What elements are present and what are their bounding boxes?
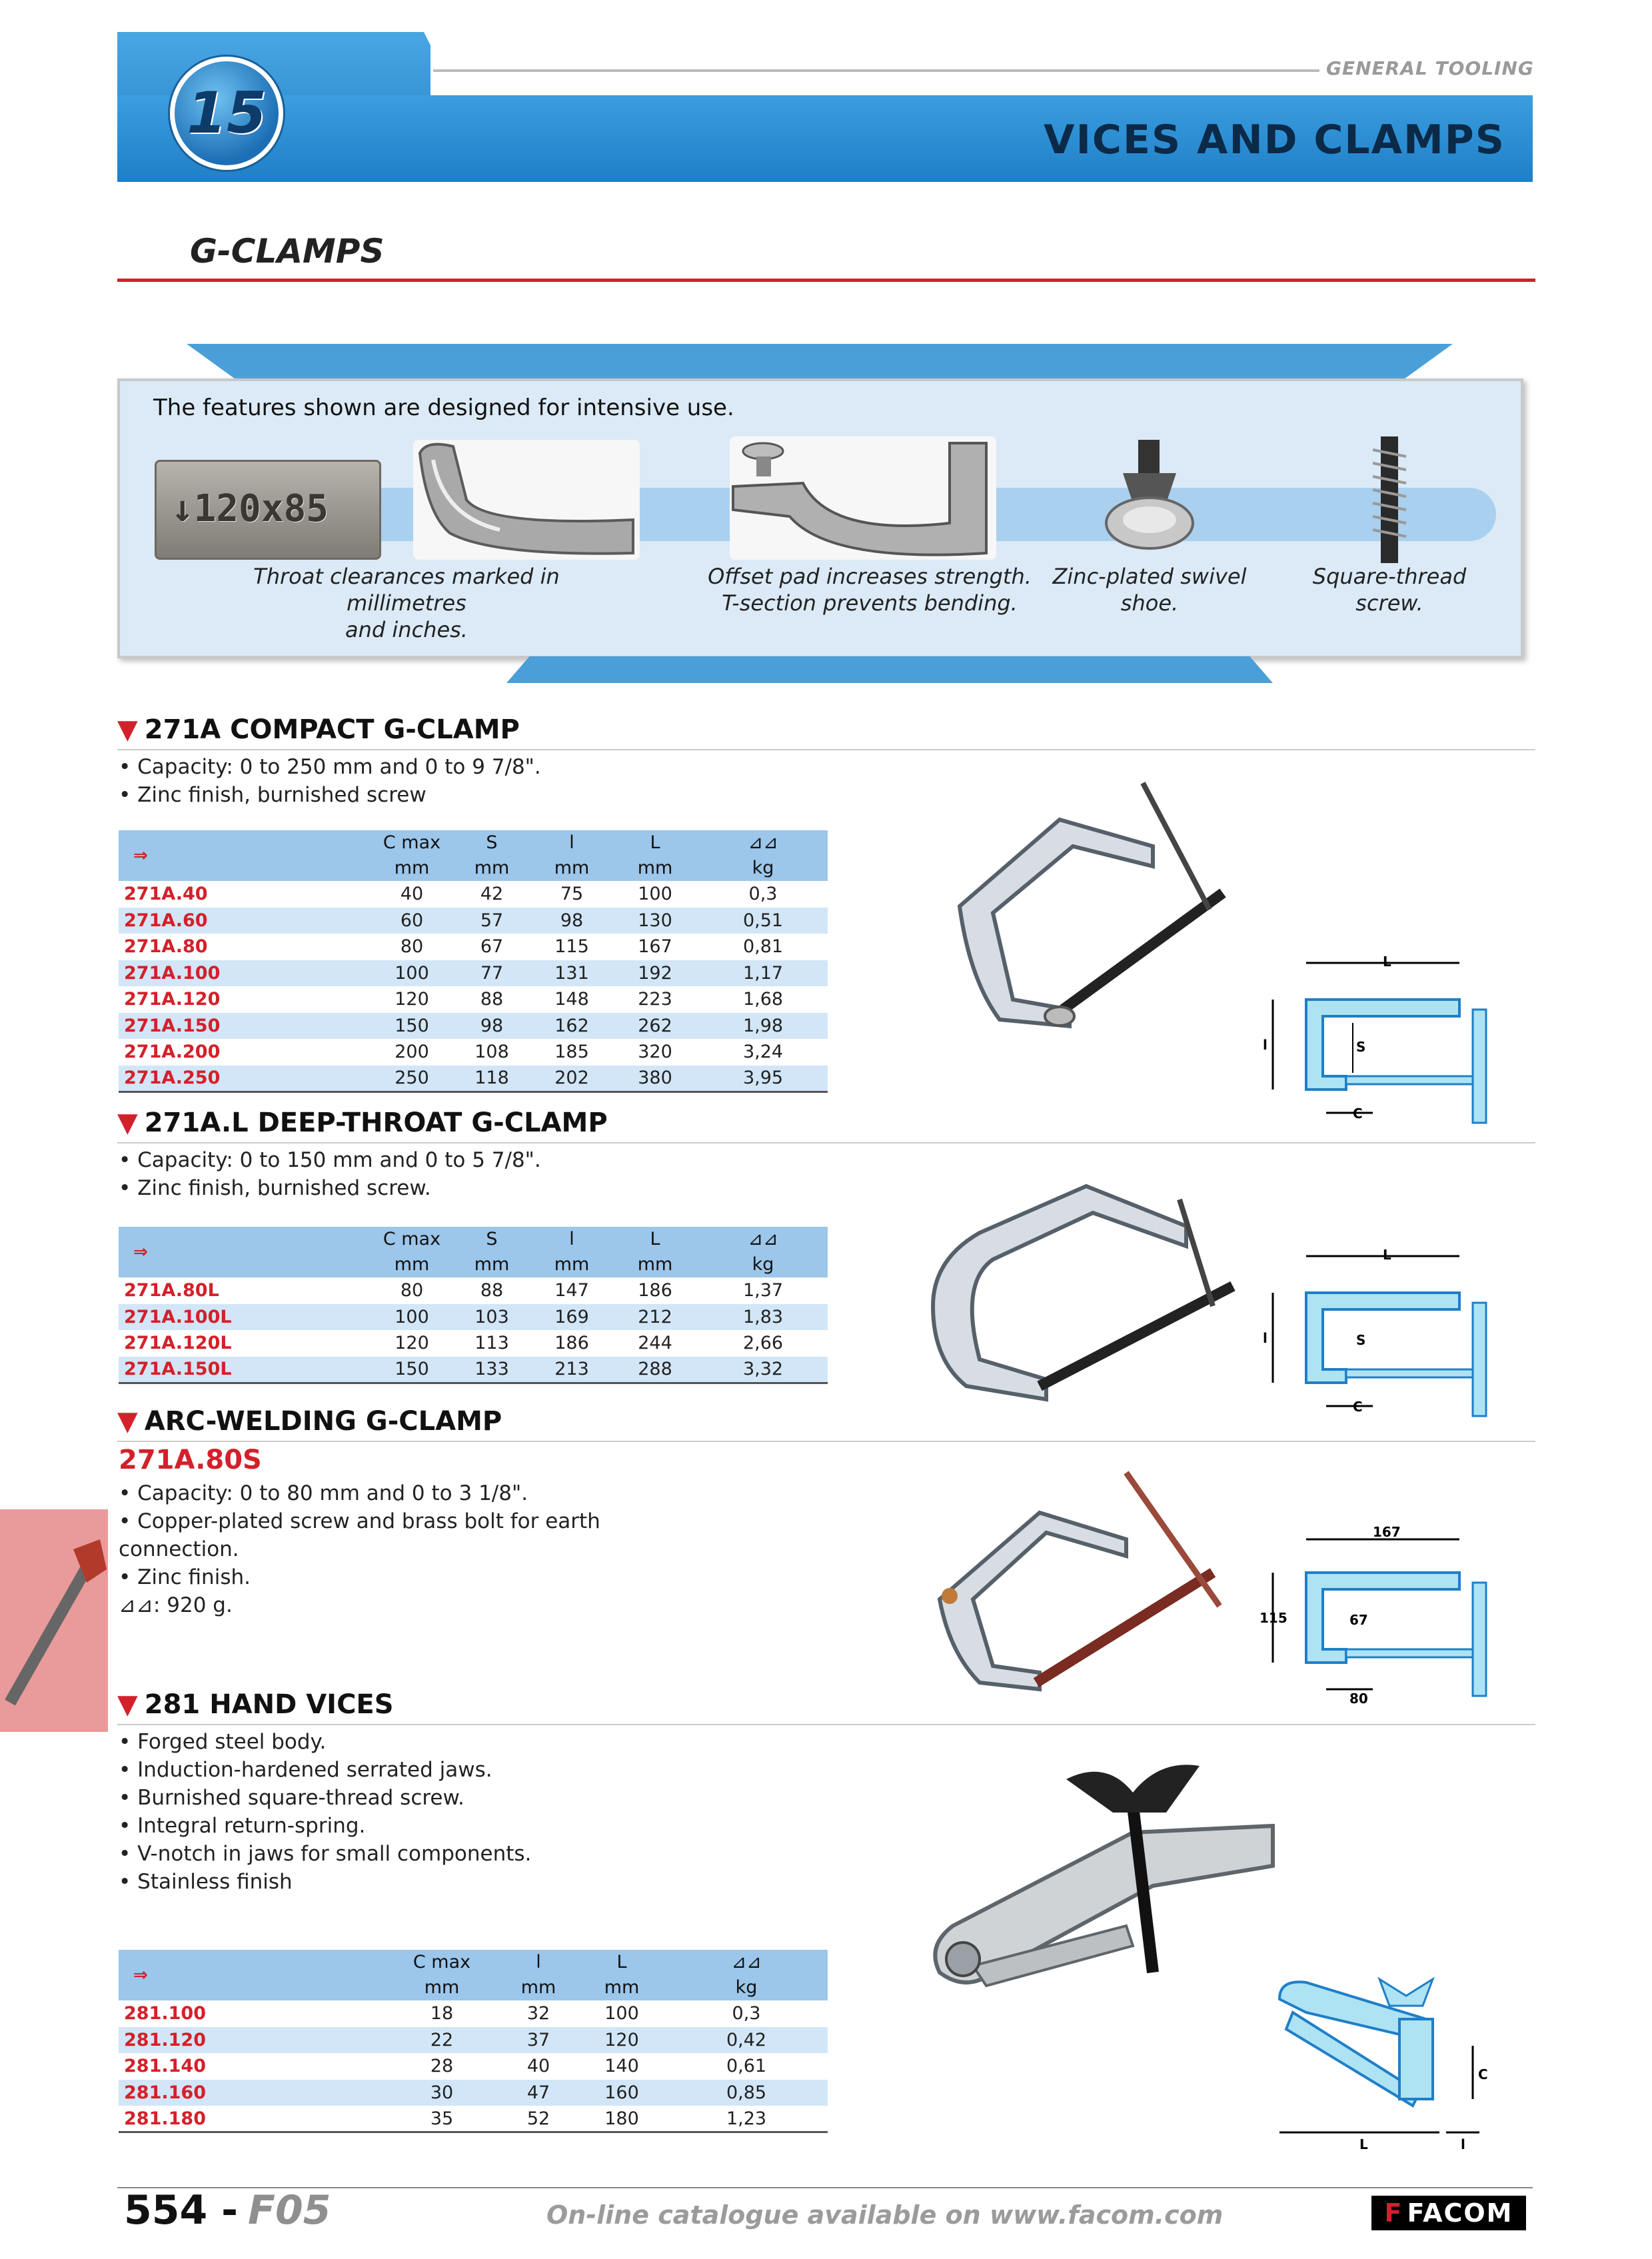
feature-caption-1-line1: Throat clearances marked in millimetres [253, 564, 560, 616]
feature-caption-4-line1: Square-thread [1312, 564, 1467, 589]
cell: 0,51 [742, 910, 784, 931]
cell: 213 [554, 1359, 589, 1379]
ref-cell: 281.160 [124, 2082, 206, 2103]
product-title: 271A.L DEEP-THROAT G-CLAMP [144, 1108, 608, 1138]
cell: 28 [430, 2056, 454, 2077]
dim-S: S [1356, 1332, 1366, 1348]
cell: 288 [638, 1359, 672, 1379]
cell: 180 [604, 2108, 639, 2129]
col-unit: mm [394, 858, 430, 878]
cell: 47 [526, 2082, 550, 2103]
dim-C: C [1478, 2066, 1488, 2082]
cell: 150 [395, 1359, 429, 1379]
bullet: connection. [119, 1537, 239, 1561]
cell: 186 [638, 1280, 672, 1301]
table-row [119, 960, 828, 987]
col-header: l [569, 1229, 574, 1249]
deep-throat-clamp-photo [920, 1173, 1253, 1426]
offset-pad-photo [730, 436, 996, 560]
table-row [119, 1357, 828, 1383]
table-header-row [119, 830, 828, 856]
cell: 320 [638, 1042, 672, 1063]
table-row [119, 2000, 828, 2027]
cell: 0,3 [748, 884, 778, 905]
cell: 133 [474, 1359, 509, 1379]
cell: 52 [526, 2108, 550, 2129]
cell: 148 [554, 989, 589, 1010]
bullet: ⊿⊿: 920 g. [119, 1593, 233, 1617]
dimension-diagram [1259, 1246, 1539, 1419]
feature-caption-4 [1299, 563, 1479, 616]
ref-cell: 271A.100 [124, 962, 221, 984]
cell: 115 [554, 936, 589, 958]
facom-logo [1371, 2196, 1526, 2230]
cell: 212 [638, 1306, 672, 1327]
triangle-bullet-icon: ▼ [117, 1689, 138, 1720]
cell: 202 [554, 1068, 589, 1088]
cell: 167 [638, 936, 672, 958]
table-row [119, 1277, 828, 1304]
features-top-band [187, 344, 1453, 380]
triangle-bullet-icon: ▼ [117, 1406, 138, 1437]
cell: 60 [400, 910, 424, 931]
col-unit: mm [520, 1977, 556, 1998]
ref-cell: 271A.150 [124, 1015, 221, 1036]
dimension-diagram [1259, 953, 1539, 1126]
product-rule [117, 1142, 1535, 1143]
col-unit: mm [394, 1254, 430, 1275]
ref-cell: 271A.80L [124, 1280, 219, 1301]
table-row [119, 2106, 828, 2132]
dim-C: C [1353, 1399, 1363, 1415]
cell: 262 [638, 1015, 672, 1036]
ref-cell: 271A.150L [124, 1359, 232, 1379]
g-clamp-photo [913, 780, 1246, 1060]
bullet: • Capacity: 0 to 80 mm and 0 to 3 1/8". [119, 1481, 528, 1505]
cell: 162 [554, 1015, 589, 1036]
product-ref: 271A.80S [119, 1445, 262, 1475]
marking-photo [155, 460, 381, 560]
cell: 120 [395, 1333, 429, 1354]
ref-cell: 281.100 [124, 2003, 206, 2024]
ref-cell: 271A.40 [124, 884, 208, 905]
cell: 1,17 [742, 962, 784, 984]
ref-arrow-icon: ⇒ [133, 1242, 148, 1262]
dim-l: l [1263, 1330, 1267, 1346]
bullet: • V-notch in jaws for small components. [119, 1842, 532, 1866]
dim-L-value: 167 [1373, 1526, 1401, 1540]
page-number: 554 - [124, 2187, 239, 2234]
category-label: GENERAL TOOLING [1326, 57, 1534, 79]
col-unit: kg [752, 1254, 774, 1275]
col-header: ⊿⊿ [748, 1229, 778, 1249]
facom-mark-icon: F [1384, 2198, 1403, 2228]
ref-cell: 271A.60 [124, 910, 208, 931]
ref-cell: 281.140 [124, 2056, 206, 2077]
cell: 380 [638, 1068, 672, 1088]
dim-S: S [1356, 1039, 1366, 1055]
dim-L: L [1359, 2136, 1368, 2152]
cell: 2,66 [742, 1333, 784, 1354]
cell: 0,61 [726, 2056, 767, 2077]
feature-caption-2 [693, 563, 1046, 616]
product-bullets-271al [119, 1146, 541, 1202]
cell: 160 [604, 2082, 639, 2103]
product-title: 271A COMPACT G-CLAMP [144, 714, 520, 745]
dim-L: L [1383, 954, 1391, 970]
bullet: • Integral return-spring. [119, 1814, 366, 1838]
product-heading-281 [117, 1689, 394, 1720]
bullet: • Capacity: 0 to 150 mm and 0 to 5 7/8". [119, 1148, 541, 1172]
page-title: VICES AND CLAMPS [1044, 117, 1505, 163]
cell: 42 [480, 884, 504, 905]
ref-cell: 271A.250 [124, 1068, 221, 1088]
table-row [119, 1066, 828, 1092]
swivel-shoe-photo [1093, 440, 1206, 556]
hand-vice-diagram [1266, 1966, 1533, 2152]
col-header: C max [383, 832, 441, 853]
table-271al [119, 1227, 828, 1384]
table-row [119, 1039, 828, 1066]
hand-vice-photo [913, 1753, 1286, 2032]
product-rule [117, 1724, 1535, 1725]
cell: 80 [400, 1280, 424, 1301]
bullet: • Forged steel body. [119, 1730, 327, 1754]
table-row [119, 1330, 828, 1357]
ref-arrow-icon: ⇒ [133, 1965, 148, 1985]
header-rule [433, 69, 1319, 72]
cell: 75 [560, 884, 584, 905]
feature-caption-2-line2: T-section prevents bending. [722, 590, 1018, 616]
ref-cell: 281.120 [124, 2029, 206, 2050]
features-intro: The features shown are designed for intensive use. [153, 394, 734, 421]
col-header: ⊿⊿ [748, 832, 778, 853]
dim-L: L [1383, 1247, 1391, 1263]
cell: 200 [395, 1042, 429, 1063]
ref-cell: 271A.80 [124, 936, 208, 958]
dim-C-value: 80 [1349, 1691, 1368, 1706]
table-row [119, 1304, 828, 1331]
col-unit: mm [554, 858, 590, 878]
product-heading-271al [117, 1108, 608, 1138]
table-row [119, 1013, 828, 1040]
col-header: S [486, 1229, 498, 1249]
throat-photo [413, 440, 640, 560]
cell: 100 [604, 2003, 639, 2024]
cell: 169 [554, 1306, 589, 1327]
cell: 140 [604, 2056, 639, 2077]
cell: 35 [430, 2108, 454, 2129]
bullet: • Stainless finish [119, 1870, 293, 1894]
col-unit: mm [474, 1254, 510, 1275]
cell: 244 [638, 1333, 672, 1354]
table-row [119, 2027, 828, 2054]
dim-S-value: 67 [1349, 1612, 1368, 1628]
col-unit: mm [637, 858, 673, 878]
bullet: • Induction-hardened serrated jaws. [119, 1758, 492, 1782]
cell: 18 [430, 2003, 454, 2024]
ref-arrow-icon: ⇒ [133, 846, 148, 866]
feature-caption-1 [200, 563, 613, 643]
cell: 131 [554, 962, 589, 984]
col-header: l [536, 1952, 541, 1972]
dim-C: C [1353, 1106, 1363, 1122]
col-header: L [650, 1229, 660, 1249]
cell: 37 [526, 2029, 550, 2050]
col-header: L [650, 832, 660, 853]
page-code: F05 [248, 2187, 331, 2234]
col-header: C max [383, 1229, 441, 1249]
cell: 130 [638, 910, 672, 931]
cell: 57 [480, 910, 504, 931]
cell: 98 [560, 910, 584, 931]
table-row [119, 934, 828, 960]
ref-cell: 271A.200 [124, 1042, 221, 1063]
cell: 3,24 [742, 1042, 784, 1063]
cell: 3,32 [742, 1359, 784, 1379]
square-thread-photo [1366, 436, 1413, 563]
cell: 32 [526, 2003, 550, 2024]
cell: 1,68 [742, 989, 784, 1010]
cell: 0,42 [726, 2029, 767, 2050]
table-header-row [119, 1950, 828, 1975]
product-rule [117, 1441, 1535, 1442]
col-header: l [569, 832, 574, 853]
ref-cell: 271A.120L [124, 1333, 232, 1354]
ref-cell: 271A.100L [124, 1306, 232, 1327]
table-row [119, 2080, 828, 2106]
cell: 98 [480, 1015, 504, 1036]
triangle-bullet-icon: ▼ [117, 714, 138, 745]
cell: 120 [604, 2029, 639, 2050]
cell: 1,98 [742, 1015, 784, 1036]
cell: 186 [554, 1333, 589, 1354]
col-header: C max [413, 1952, 471, 1972]
cell: 185 [554, 1042, 589, 1063]
feature-caption-3-line2: shoe. [1120, 590, 1179, 616]
cell: 77 [480, 962, 504, 984]
online-catalogue-link[interactable]: On-line catalogue available on www.facom.com [546, 2200, 1224, 2230]
feature-caption-3-line1: Zinc-plated swivel [1052, 564, 1247, 589]
section-title: G-CLAMPS [190, 232, 385, 271]
cell: 40 [526, 2056, 550, 2077]
cell: 88 [480, 1280, 504, 1301]
col-unit: mm [604, 1977, 640, 1998]
bullet: • Zinc finish, burnished screw [119, 783, 426, 807]
col-unit: mm [554, 1254, 590, 1275]
feature-caption-1-line2: and inches. [345, 617, 468, 642]
dimension-diagram-arc [1259, 1526, 1539, 1706]
product-heading-271a [117, 714, 520, 745]
dim-l: l [1263, 1037, 1267, 1053]
product-title: ARC-WELDING G-CLAMP [144, 1406, 502, 1437]
bullet: • Capacity: 0 to 250 mm and 0 to 9 7/8". [119, 755, 541, 779]
cell: 30 [430, 2082, 454, 2103]
dim-l: l [1461, 2136, 1465, 2152]
table-row [119, 908, 828, 934]
cell: 100 [638, 884, 672, 905]
cell: 40 [400, 884, 424, 905]
bullet: • Zinc finish. [119, 1565, 251, 1589]
cell: 1,83 [742, 1306, 784, 1327]
marking-text: ↓120x85 [171, 487, 329, 530]
table-row [119, 986, 828, 1013]
section-rule [117, 279, 1535, 282]
ref-cell: 281.180 [124, 2108, 206, 2129]
cell: 150 [395, 1015, 429, 1036]
cell: 100 [395, 1306, 429, 1327]
col-unit: mm [424, 1977, 460, 1998]
table-281 [119, 1950, 828, 2133]
features-bottom-band [506, 656, 1273, 683]
col-unit: kg [735, 1977, 758, 1998]
cell: 250 [395, 1068, 429, 1088]
table-header-row [119, 1227, 828, 1252]
pipe-wrench-icon [0, 1509, 108, 1732]
chapter-badge: 15 [170, 57, 283, 170]
cell: 120 [395, 989, 429, 1010]
cell: 147 [554, 1280, 589, 1301]
cell: 0,3 [732, 2003, 761, 2024]
arc-welding-clamp-photo [926, 1466, 1246, 1693]
col-unit: mm [637, 1254, 673, 1275]
table-row [119, 881, 828, 908]
cell: 1,23 [726, 2108, 767, 2129]
product-heading-arc [117, 1406, 502, 1437]
cell: 67 [480, 936, 504, 958]
side-tab [0, 1509, 108, 1732]
product-bullets-arc [119, 1479, 600, 1619]
cell: 100 [395, 962, 429, 984]
cell: 88 [480, 989, 504, 1010]
cell: 0,81 [742, 936, 784, 958]
cell: 1,37 [742, 1280, 784, 1301]
cell: 0,85 [726, 2082, 767, 2103]
cell: 80 [400, 936, 424, 958]
bullet: • Copper-plated screw and brass bolt for earth [119, 1509, 600, 1533]
triangle-bullet-icon: ▼ [117, 1108, 138, 1138]
bullet: • Zinc finish, burnished screw. [119, 1176, 431, 1200]
cell: 113 [474, 1333, 509, 1354]
col-unit: kg [752, 858, 774, 878]
product-bullets-281 [119, 1728, 531, 1896]
col-header: S [486, 832, 498, 853]
cell: 118 [474, 1068, 509, 1088]
cell: 3,95 [742, 1068, 784, 1088]
feature-caption-3 [1046, 563, 1253, 616]
cell: 108 [474, 1042, 509, 1063]
feature-caption-2-line1: Offset pad increases strength. [708, 564, 1032, 589]
dim-l-value: 115 [1259, 1610, 1287, 1626]
ref-cell: 271A.120 [124, 989, 221, 1010]
brand-name: FACOM [1407, 2198, 1513, 2228]
product-title: 281 HAND VICES [144, 1689, 394, 1720]
product-rule [117, 749, 1535, 750]
cell: 192 [638, 962, 672, 984]
cell: 22 [430, 2029, 454, 2050]
product-bullets-271a [119, 753, 541, 809]
table-271a [119, 830, 828, 1093]
cell: 223 [638, 989, 672, 1010]
col-header: L [616, 1952, 627, 1972]
col-unit: mm [474, 858, 510, 878]
col-header: ⊿⊿ [731, 1952, 762, 1972]
table-row [119, 2053, 828, 2080]
feature-caption-4-line2: screw. [1355, 590, 1423, 616]
cell: 103 [474, 1306, 509, 1327]
bullet: • Burnished square-thread screw. [119, 1786, 464, 1810]
